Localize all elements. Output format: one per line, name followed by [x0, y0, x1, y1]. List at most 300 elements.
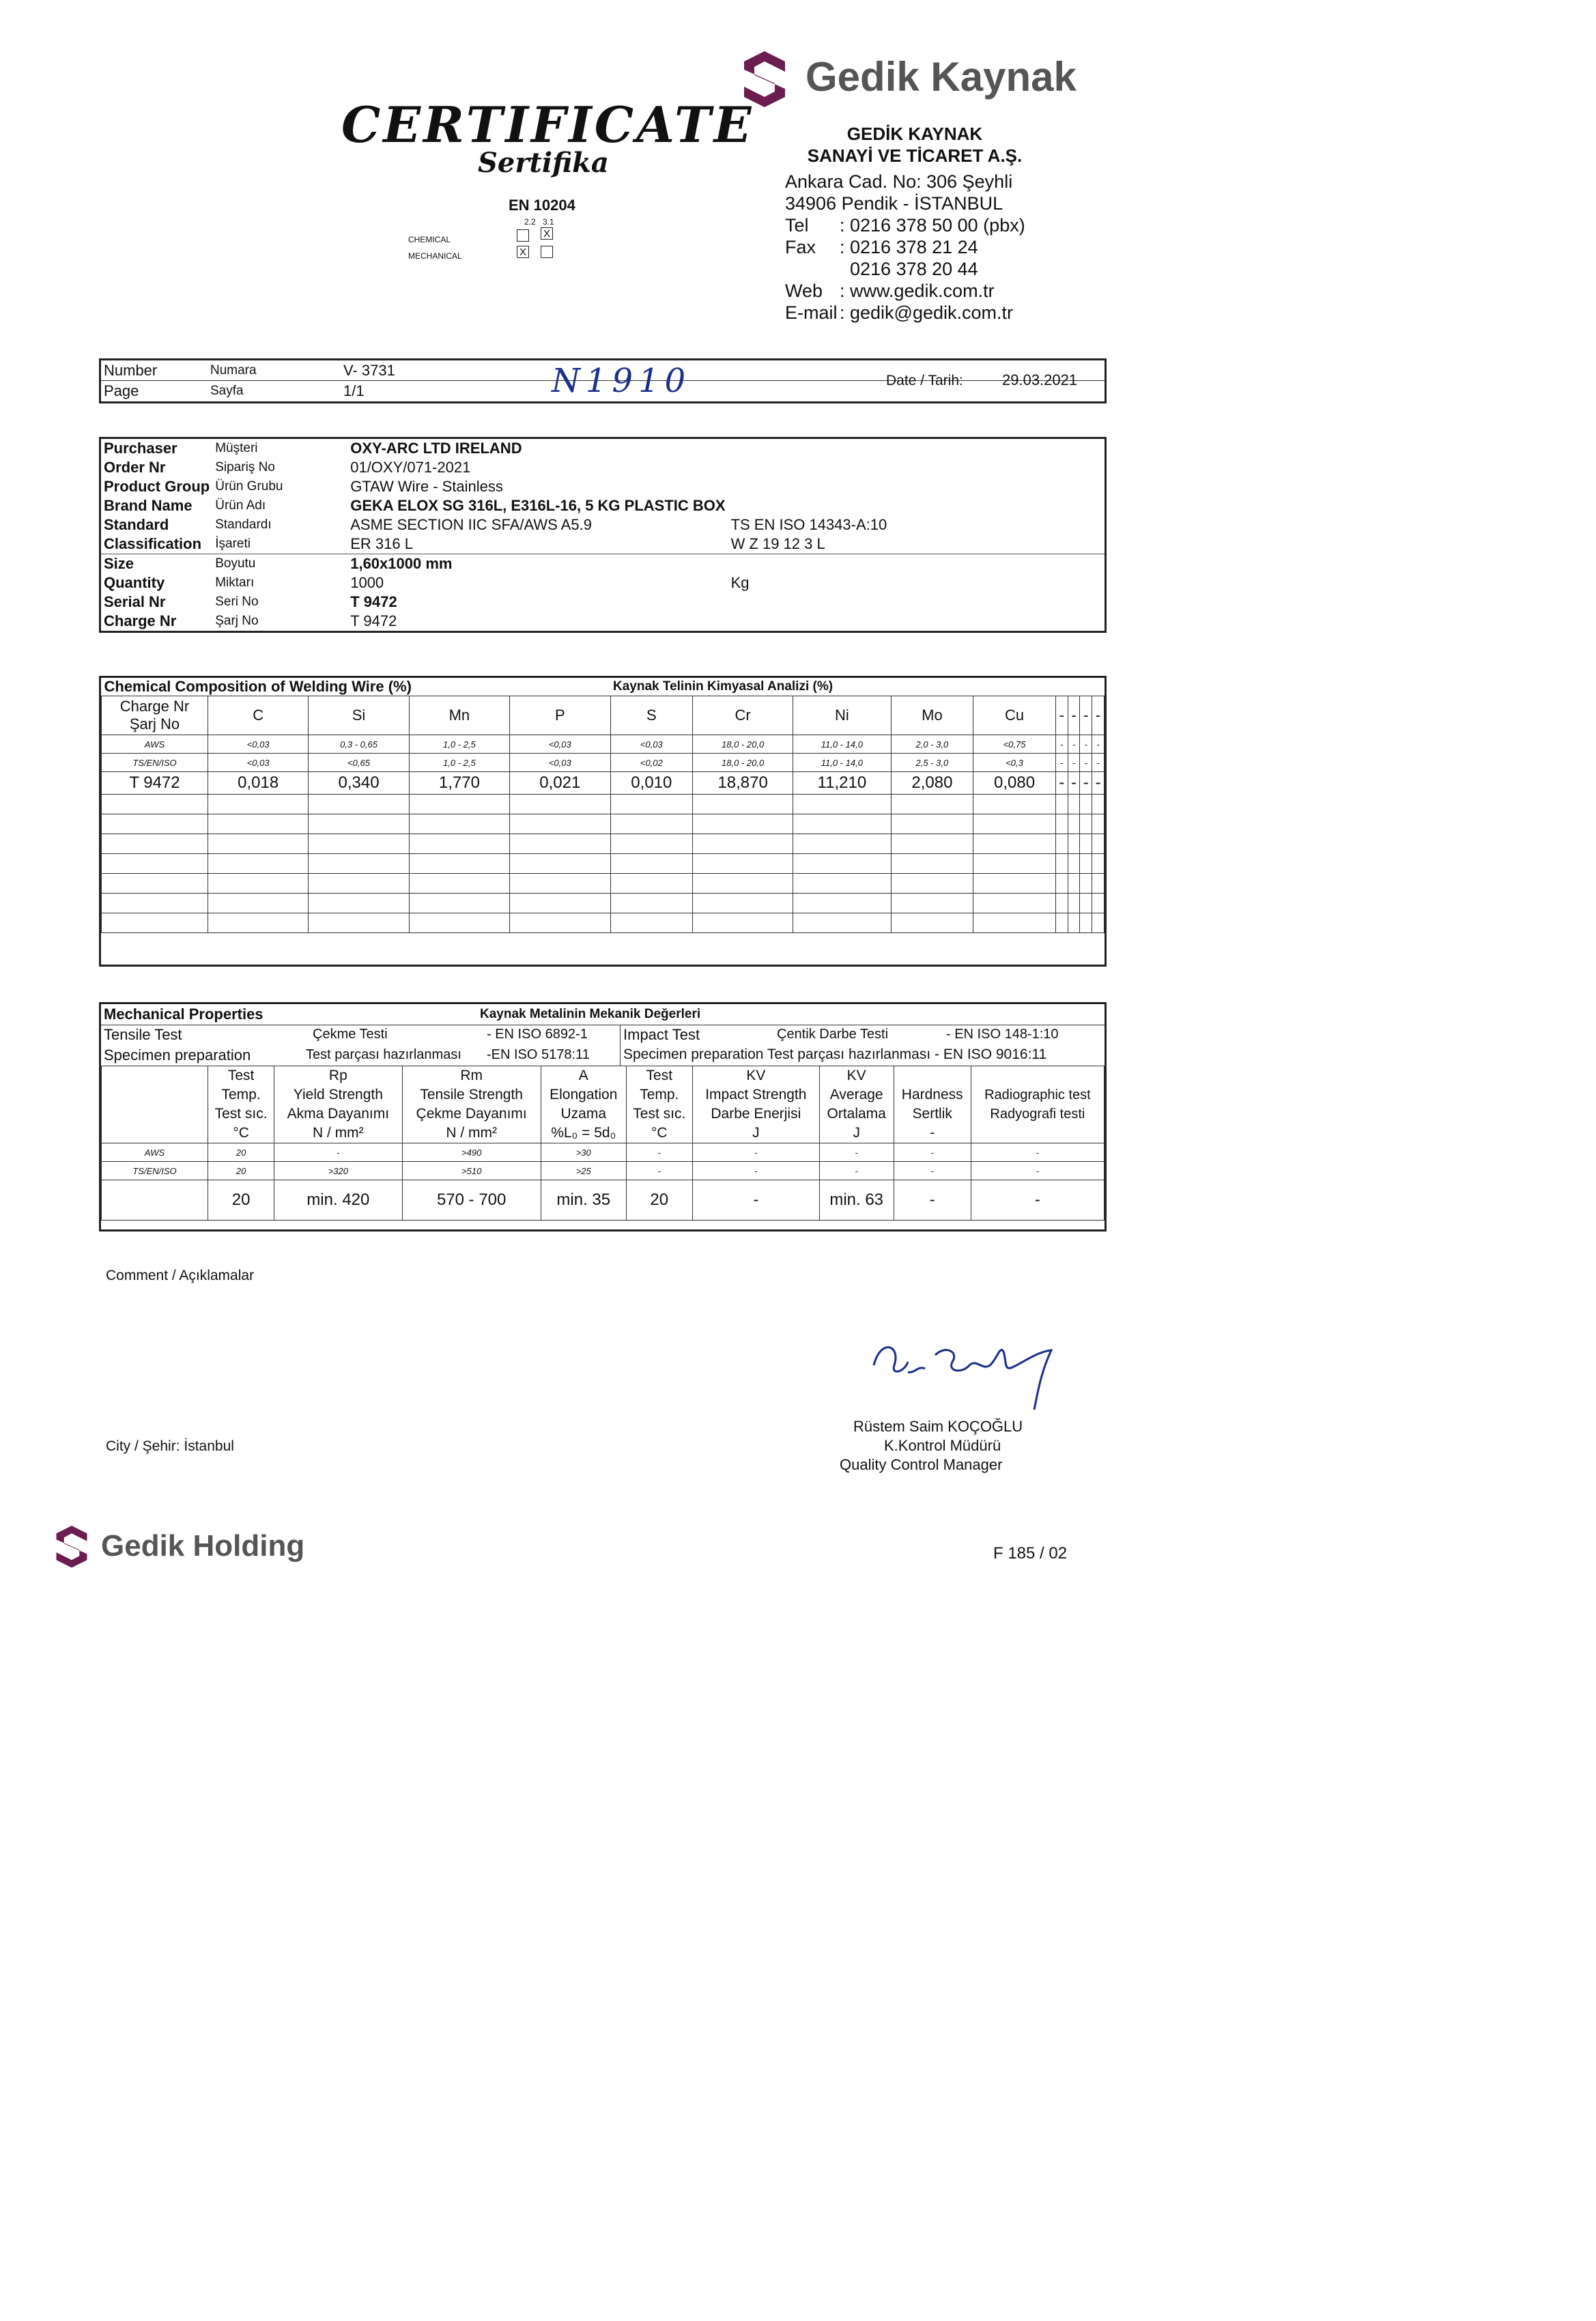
- empty-cell: [1092, 894, 1105, 913]
- empty-cell: [973, 795, 1056, 814]
- product-field-value-2: W Z 19 12 3 L: [728, 535, 1105, 554]
- sample-value: 2,080: [891, 772, 973, 795]
- col-22-label: 2.2: [524, 217, 536, 227]
- mech-value: -: [626, 1162, 692, 1180]
- document-number-box: [99, 358, 1107, 403]
- product-row: [101, 496, 1105, 515]
- aws-value: 11,0 - 14,0: [793, 735, 891, 754]
- tel-label: Tel: [785, 215, 809, 236]
- mech-header-line: Test: [646, 1068, 673, 1083]
- ts-value: 2,5 - 3,0: [891, 754, 973, 772]
- mech-header-line: KV: [846, 1068, 866, 1083]
- product-field-label-tr: Boyutu: [215, 556, 256, 571]
- fax-label: Fax: [785, 237, 816, 257]
- ts-value: 1,0 - 2,5: [409, 754, 509, 772]
- mech-header-line: %L₀ = 5d₀: [551, 1125, 616, 1141]
- mech-value: -: [894, 1162, 971, 1180]
- empty-cell: [208, 834, 309, 854]
- mech-header-line: Test sıc.: [633, 1106, 686, 1122]
- empty-cell: [1068, 854, 1080, 874]
- mech-row-label: [102, 1180, 208, 1221]
- empty-cell: [409, 894, 509, 913]
- mech-value: -: [626, 1143, 692, 1162]
- aws-value: -: [1080, 735, 1092, 754]
- aws-value: <0,75: [973, 735, 1056, 754]
- web-value: : www.gedik.com.tr: [840, 281, 995, 301]
- tel-value: : 0216 378 50 00 (pbx): [840, 215, 1025, 236]
- mech-value: 20: [626, 1180, 692, 1221]
- product-field-value: 1000: [350, 574, 384, 591]
- mech-header-line: N / mm²: [313, 1125, 364, 1141]
- empty-cell: [208, 814, 309, 834]
- product-field-value-2: TS EN ISO 14343-A:10: [730, 516, 887, 533]
- mechanical-box: [99, 1002, 1107, 1231]
- signer-role-tr: K.Kontrol Müdürü: [884, 1437, 1001, 1454]
- empty-cell: [1092, 913, 1105, 933]
- empty-cell: [208, 894, 309, 913]
- comment-label: Comment / Açıklamalar: [106, 1268, 255, 1283]
- mech-header-line: Temp.: [640, 1087, 679, 1102]
- empty-cell: [1092, 854, 1105, 874]
- empty-cell: [309, 874, 409, 894]
- sample-value: -: [1080, 772, 1092, 795]
- mech-value: min. 420: [274, 1180, 402, 1221]
- empty-cell: [1092, 874, 1105, 894]
- signature: [867, 1324, 1072, 1416]
- sample-value: -: [1068, 772, 1080, 795]
- col-31-label: 3.1: [543, 217, 554, 227]
- number-label-en: Number: [104, 362, 158, 379]
- fax-value: : 0216 378 21 24: [840, 237, 978, 257]
- empty-cell: [510, 874, 610, 894]
- mech-header-line: Akma Dayanımı: [287, 1106, 390, 1122]
- mech-header: [402, 1066, 541, 1143]
- aws-value: 18,0 - 20,0: [693, 735, 793, 754]
- mech-header-line: Sertlik: [912, 1106, 952, 1122]
- empty-cell: [309, 814, 409, 834]
- product-field-label-en: Charge Nr: [104, 612, 177, 629]
- empty-row: [102, 834, 1105, 854]
- empty-cell: [102, 854, 208, 874]
- empty-cell: [973, 894, 1056, 913]
- email-value: : gedik@gedik.com.tr: [840, 302, 1014, 323]
- empty-cell: [309, 894, 409, 913]
- aws-value: <0,03: [610, 735, 693, 754]
- page-label-tr: Sayfa: [210, 384, 244, 398]
- empty-cell: [610, 834, 693, 854]
- mech-value: -: [894, 1143, 971, 1162]
- empty-cell: [309, 913, 409, 933]
- mech-header-line: Uzama: [560, 1106, 607, 1122]
- ts-value: -: [1092, 754, 1105, 772]
- product-field-label-tr: Şarj No: [215, 614, 259, 628]
- mech-header-line: Radyografi testi: [990, 1107, 1085, 1122]
- chemical-title-tr: Kaynak Telinin Kimyasal Analizi (%): [610, 678, 1104, 696]
- mech-header-blank: [102, 1066, 208, 1143]
- impact-standard: - EN ISO 148-1:10: [946, 1027, 1059, 1042]
- mech-header-line: Hardness: [901, 1087, 963, 1102]
- mech-header-line: Test: [227, 1068, 255, 1083]
- aws-value: <0,03: [208, 735, 309, 754]
- element-header: -: [1092, 696, 1105, 735]
- empty-cell: [208, 913, 309, 933]
- company-block: [785, 123, 1044, 324]
- mech-header: [274, 1066, 402, 1143]
- empty-cell: [610, 814, 693, 834]
- product-field-label-en: Standard: [104, 516, 169, 533]
- chemical-label: CHEMICAL: [408, 235, 451, 244]
- chemical-table: [101, 678, 1105, 933]
- element-header: Cu: [973, 696, 1056, 735]
- standard-label: EN 10204: [509, 197, 575, 214]
- element-header: Si: [309, 696, 409, 735]
- empty-cell: [102, 795, 208, 814]
- empty-cell: [610, 874, 693, 894]
- element-header: C: [208, 696, 309, 735]
- date-value: 29.03.2021: [1002, 371, 1078, 388]
- mech-header: [626, 1066, 692, 1143]
- page-label-en: Page: [104, 382, 139, 399]
- product-field-value: T 9472: [350, 593, 397, 610]
- product-field-value: ER 316 L: [347, 535, 728, 554]
- mech-value: 570 - 700: [402, 1180, 541, 1221]
- empty-cell: [102, 913, 208, 933]
- empty-cell: [891, 913, 973, 933]
- product-field-label-en: Brand Name: [104, 497, 193, 514]
- tensile-standard: - EN ISO 6892-1: [487, 1027, 588, 1042]
- empty-cell: [793, 795, 891, 814]
- city-label: City / Şehir: İstanbul: [106, 1438, 234, 1454]
- mech-value: -: [819, 1162, 894, 1180]
- mech-header-line: Yield Strength: [293, 1087, 383, 1102]
- product-row: [101, 573, 1105, 593]
- empty-cell: [1055, 834, 1068, 854]
- product-field-value: 1,60x1000 mm: [350, 555, 453, 572]
- certificate-title: CERTIFICATE: [341, 96, 754, 154]
- mech-value: >25: [541, 1162, 626, 1180]
- empty-cell: [610, 913, 693, 933]
- mech-value: min. 63: [819, 1180, 894, 1221]
- empty-row: [102, 913, 1105, 933]
- product-field-value-2: [728, 554, 1105, 574]
- chemical-22-checkbox: [517, 229, 529, 242]
- mech-row: [102, 1143, 1105, 1162]
- empty-cell: [973, 874, 1056, 894]
- mech-header: [541, 1066, 626, 1143]
- empty-cell: [208, 854, 309, 874]
- mech-header-line: -: [930, 1125, 935, 1141]
- product-field-value: GTAW Wire - Stainless: [350, 478, 503, 495]
- handwritten-note: N1910: [552, 362, 692, 400]
- empty-cell: [891, 814, 973, 834]
- mech-value: 20: [208, 1180, 274, 1221]
- aws-label: AWS: [102, 735, 208, 754]
- sample-value: 0,080: [973, 772, 1056, 795]
- empty-cell: [793, 894, 891, 913]
- mech-header-line: [971, 1066, 1104, 1085]
- empty-cell: [1080, 854, 1092, 874]
- mech-value: -: [819, 1143, 894, 1162]
- empty-cell: [510, 795, 610, 814]
- mech-header-line: J: [752, 1125, 760, 1141]
- ts-value: <0,02: [610, 754, 693, 772]
- empty-cell: [510, 834, 610, 854]
- element-header: Cr: [693, 696, 793, 735]
- mech-header-line: Average: [829, 1087, 883, 1102]
- mech-header-line: N / mm²: [446, 1125, 497, 1141]
- ts-label: TS/EN/ISO: [102, 754, 208, 772]
- empty-cell: [610, 894, 693, 913]
- product-field-value: T 9472: [350, 612, 397, 629]
- empty-cell: [793, 834, 891, 854]
- product-field-label-tr: Müşteri: [215, 441, 258, 455]
- mech-value: -: [692, 1143, 819, 1162]
- product-row: [101, 535, 1105, 554]
- aws-value: -: [1055, 735, 1068, 754]
- mech-value: -: [971, 1162, 1104, 1180]
- certificate-subtitle: Sertifika: [478, 147, 609, 179]
- product-field-value-2: [728, 477, 1105, 496]
- empty-cell: [973, 854, 1056, 874]
- mechanical-22-checkbox: X: [517, 246, 529, 258]
- empty-cell: [1068, 795, 1080, 814]
- empty-cell: [409, 913, 509, 933]
- empty-cell: [1068, 834, 1080, 854]
- product-info-box: [99, 437, 1107, 633]
- product-field-value: ASME SECTION IIC SFA/AWS A5.9: [350, 516, 592, 533]
- mech-header: [692, 1066, 819, 1143]
- mech-header-line: [894, 1066, 971, 1085]
- empty-cell: [693, 894, 793, 913]
- product-field-label-tr: Ürün Grubu: [215, 479, 283, 494]
- company-name-2: SANAYİ VE TİCARET A.Ş.: [807, 145, 1023, 166]
- mech-header-line: [971, 1124, 1104, 1143]
- ts-value: 18,0 - 20,0: [693, 754, 793, 772]
- empty-cell: [891, 795, 973, 814]
- impact-label-tr: Çentik Darbe Testi: [777, 1027, 889, 1042]
- sample-value: 0,018: [208, 772, 309, 795]
- chemical-31-checkbox: X: [541, 227, 553, 240]
- aws-value: <0,03: [510, 735, 610, 754]
- aws-value: -: [1092, 735, 1105, 754]
- company-address-2: 34906 Pendik - İSTANBUL: [785, 193, 1003, 214]
- tensile-label-tr: Çekme Testi: [313, 1027, 388, 1042]
- empty-cell: [409, 814, 509, 834]
- mech-header-line: °C: [651, 1125, 668, 1141]
- mech-header-line: Elongation: [550, 1087, 618, 1102]
- element-header: Mn: [409, 696, 509, 735]
- product-field-label-tr: Seri No: [215, 595, 259, 609]
- empty-cell: [693, 874, 793, 894]
- empty-cell: [1080, 795, 1092, 814]
- empty-cell: [693, 913, 793, 933]
- product-row: [101, 515, 1105, 535]
- empty-cell: [693, 814, 793, 834]
- specimen-label-tr: Test parçası hazırlanması: [306, 1047, 461, 1062]
- mech-header-line: Temp.: [221, 1087, 261, 1102]
- product-field-label-en: Order Nr: [104, 459, 166, 476]
- product-field-value-2: [728, 612, 1105, 631]
- specimen-impact: Specimen preparation Test parçası hazırlanması - EN ISO 9016:11: [623, 1046, 1047, 1062]
- product-row: [101, 458, 1105, 477]
- mech-header-line: Ortalama: [827, 1106, 886, 1122]
- empty-cell: [409, 795, 509, 814]
- chemical-box: [99, 676, 1107, 967]
- ts-value: <0,3: [973, 754, 1056, 772]
- sample-value: -: [1055, 772, 1068, 795]
- product-field-value-2: Kg: [730, 574, 750, 591]
- ts-value: <0,03: [208, 754, 309, 772]
- empty-cell: [891, 894, 973, 913]
- empty-cell: [793, 913, 891, 933]
- impact-label-en: Impact Test: [623, 1026, 700, 1043]
- element-header: S: [610, 696, 693, 735]
- product-field-value: OXY-ARC LTD IRELAND: [350, 440, 522, 457]
- empty-cell: [102, 814, 208, 834]
- product-row: [101, 612, 1105, 631]
- specimen-standard: -EN ISO 5178:11: [487, 1047, 590, 1062]
- element-header: Mo: [891, 696, 973, 735]
- empty-cell: [1055, 894, 1068, 913]
- mechanical-title-tr: Kaynak Metalinin Mekanik Değerleri: [480, 1007, 701, 1021]
- product-field-label-tr: Miktarı: [215, 575, 255, 590]
- mech-header-line: Darbe Enerjisi: [711, 1106, 801, 1122]
- element-header: -: [1055, 696, 1068, 735]
- empty-cell: [409, 874, 509, 894]
- signer-role-en: Quality Control Manager: [840, 1456, 1003, 1473]
- mech-value: -: [692, 1162, 819, 1180]
- empty-cell: [1055, 795, 1068, 814]
- ts-value: <0,65: [309, 754, 409, 772]
- empty-row: [102, 814, 1105, 834]
- empty-cell: [793, 814, 891, 834]
- mech-value: 20: [208, 1143, 274, 1162]
- element-header: P: [510, 696, 610, 735]
- ts-value: -: [1068, 754, 1080, 772]
- mech-header-line: Rp: [328, 1068, 347, 1083]
- product-row: [101, 554, 1105, 574]
- empty-cell: [1080, 913, 1092, 933]
- empty-cell: [1080, 814, 1092, 834]
- mech-header-line: Tensile Strength: [420, 1087, 523, 1102]
- form-number: F 185 / 02: [993, 1544, 1068, 1563]
- mech-header-line: Rm: [460, 1068, 483, 1083]
- mech-value: >510: [402, 1162, 541, 1180]
- product-field-label-tr: Standardı: [215, 517, 272, 532]
- product-field-value-2: [728, 458, 1105, 477]
- empty-cell: [1055, 854, 1068, 874]
- empty-row: [102, 854, 1105, 874]
- product-field-value-2: [728, 496, 1105, 515]
- sample-value: 11,210: [793, 772, 891, 795]
- mech-header: [894, 1066, 971, 1143]
- mechanical-table: [101, 1066, 1105, 1221]
- mech-header: [819, 1066, 894, 1143]
- empty-cell: [973, 814, 1056, 834]
- ts-value: -: [1055, 754, 1068, 772]
- empty-cell: [1068, 814, 1080, 834]
- empty-cell: [1055, 814, 1068, 834]
- company-name-1: GEDİK KAYNAK: [846, 124, 983, 144]
- empty-cell: [1080, 874, 1092, 894]
- empty-cell: [1055, 913, 1068, 933]
- product-row: [101, 477, 1105, 496]
- mech-value: min. 35: [541, 1180, 626, 1221]
- element-header: -: [1068, 696, 1080, 735]
- empty-cell: [1092, 795, 1105, 814]
- web-label: Web: [785, 281, 823, 301]
- empty-cell: [793, 874, 891, 894]
- page-value: 1/1: [343, 382, 365, 399]
- company-address-1: Ankara Cad. No: 306 Şeyhli: [785, 171, 1013, 192]
- mech-row: [102, 1162, 1105, 1180]
- empty-cell: [610, 795, 693, 814]
- sample-value: 18,870: [693, 772, 793, 795]
- email-label: E-mail: [785, 302, 838, 323]
- empty-cell: [102, 834, 208, 854]
- number-value: V- 3731: [343, 362, 395, 379]
- mech-header-line: °C: [233, 1125, 249, 1141]
- charge-header-tr: Şarj No: [129, 715, 180, 732]
- number-label-tr: Numara: [210, 363, 257, 378]
- mech-value: -: [971, 1143, 1104, 1162]
- empty-cell: [693, 795, 793, 814]
- empty-cell: [1068, 874, 1080, 894]
- product-field-label-en: Product Group: [104, 478, 210, 495]
- empty-cell: [309, 795, 409, 814]
- aws-value: -: [1068, 735, 1080, 754]
- sample-label: T 9472: [102, 772, 208, 795]
- empty-cell: [1080, 834, 1092, 854]
- mech-value: >320: [274, 1162, 402, 1180]
- sample-value: 0,340: [309, 772, 409, 795]
- product-row: [101, 593, 1105, 612]
- mech-value: -: [894, 1180, 971, 1221]
- sample-value: 1,770: [409, 772, 509, 795]
- product-field-label-en: Quantity: [104, 574, 165, 591]
- element-header: -: [1080, 696, 1092, 735]
- empty-cell: [102, 874, 208, 894]
- mech-row-label: AWS: [102, 1143, 208, 1162]
- mech-value: -: [692, 1180, 819, 1221]
- mech-row: [102, 1180, 1105, 1221]
- aws-value: 1,0 - 2,5: [409, 735, 509, 754]
- aws-value: 2,0 - 3,0: [891, 735, 973, 754]
- mech-header-line: KV: [746, 1068, 766, 1083]
- mech-value: -: [274, 1143, 402, 1162]
- empty-cell: [1068, 894, 1080, 913]
- product-field-value-2: [728, 439, 1105, 458]
- empty-cell: [891, 874, 973, 894]
- empty-cell: [102, 894, 208, 913]
- mech-value: 20: [208, 1162, 274, 1180]
- empty-cell: [891, 854, 973, 874]
- empty-row: [102, 894, 1105, 913]
- ts-value: <0,03: [510, 754, 610, 772]
- empty-cell: [1092, 834, 1105, 854]
- empty-cell: [208, 795, 309, 814]
- mech-row-label: TS/EN/ISO: [102, 1162, 208, 1180]
- product-row: [101, 439, 1105, 458]
- empty-cell: [208, 874, 309, 894]
- ts-value: 11,0 - 14,0: [793, 754, 891, 772]
- empty-cell: [693, 834, 793, 854]
- empty-cell: [309, 834, 409, 854]
- empty-cell: [510, 913, 610, 933]
- mechanical-31-checkbox: [541, 246, 553, 258]
- empty-cell: [693, 854, 793, 874]
- mech-value: -: [971, 1180, 1104, 1221]
